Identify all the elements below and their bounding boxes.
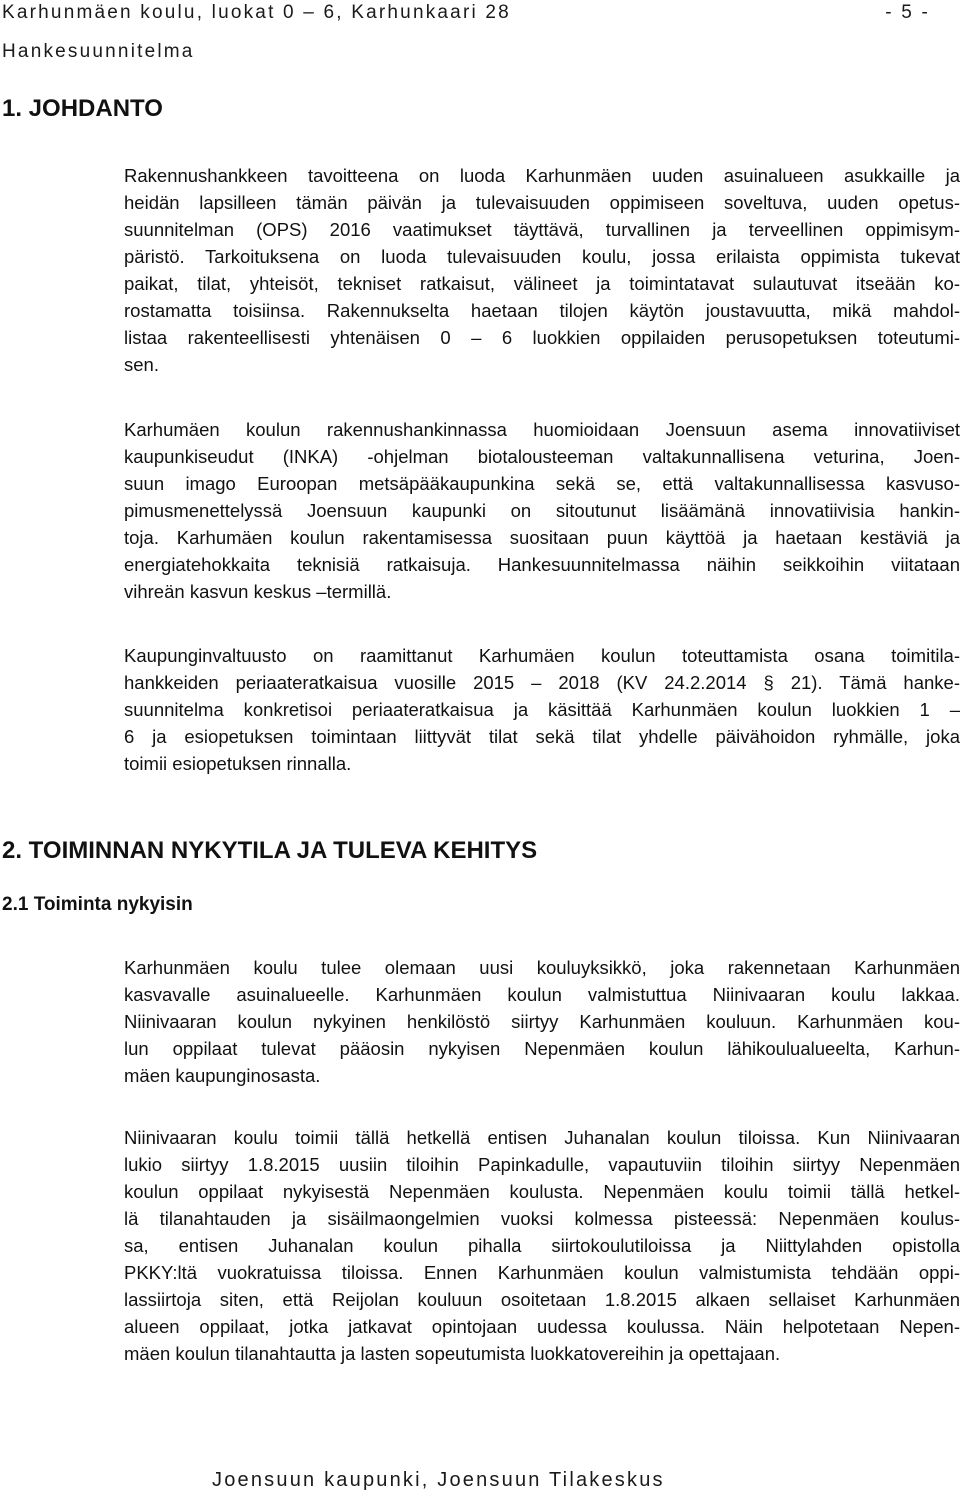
text-line: paikat, tilat, yhteisöt, tekniset ratkaisut, välineet ja toimintatavat sulautuvat itseään ko-: [124, 273, 960, 294]
text-line: lassiirtoja siten, että Reijolan kouluun osoitetaan 1.8.2015 alkaen sellaiset Karhunmäen: [124, 1289, 960, 1310]
paragraph: [124, 954, 960, 1089]
text-line: suunnitelma konkretisoi periaateratkaisua ja käsittää Karhunmäen koulun luokkien 1 –: [124, 699, 960, 720]
text-line: Karhumäen koulun rakennushankinnassa huomioidaan Joensuun asema innovatiiviset: [124, 419, 960, 440]
text-line: PKKY:ltä vuokratuissa tiloissa. Ennen Karhunmäen koulun valmistumista tehdään oppi-: [124, 1262, 960, 1283]
text-line: vihreän kasvun keskus –termillä.: [124, 581, 392, 602]
text-line: Niinivaaran koulu toimii tällä hetkellä entisen Juhanalan koulun tiloissa. Kun Niinivaaran: [124, 1127, 960, 1148]
text-line: pimusmenettelyssä Joensuun kaupunki on sitoutunut lisäämänä innovatiivisia hankin-: [124, 500, 960, 521]
paragraph: [124, 416, 960, 605]
paragraph: [124, 162, 960, 378]
text-line: energiatehokkaita teknisiä ratkaisuja. Hankesuunnitelmassa näihin seikkoihin viitataan: [124, 554, 960, 575]
text-line: Niinivaaran koulun nykyinen henkilöstö siirtyy Karhunmäen kouluun. Karhunmäen kou-: [124, 1011, 960, 1032]
paragraph: [124, 642, 960, 777]
header-document-type: Hankesuunnitelma: [2, 41, 195, 62]
text-line: heidän lapsilleen tämän päivän ja tulevaisuuden oppimiseen soveltuva, uuden opetus-: [124, 192, 960, 213]
text-line: sa, entisen Juhanalan koulun pihalla siirtokoulutiloissa ja Niittylahden opistolla: [124, 1235, 960, 1256]
text-line: suun imago Euroopan metsäpääkaupunkina sekä se, että valtakunnallisessa kasvuso-: [124, 473, 960, 494]
text-line: kaupunkiseudut (INKA) -ohjelman biotalousteeman valtakunnallisena veturina, Joen-: [124, 446, 960, 467]
header-school-title: Karhunmäen koulu, luokat 0 – 6, Karhunkaari 28: [2, 2, 511, 23]
text-line: lun oppilaat tulevat pääosin nykyisen Nepenmäen koulun lähikoulualueelta, Karhun-: [124, 1038, 960, 1059]
text-line: suunnitelman (OPS) 2016 vaatimukset täyttävä, turvallinen ja terveellinen oppimisym-: [124, 219, 960, 240]
text-line: toja. Karhumäen koulun rakentamisessa suositaan puun käyttöä ja haetaan kestäviä ja: [124, 527, 960, 548]
page-footer: Joensuun kaupunki, Joensuun Tilakeskus: [212, 1469, 665, 1491]
text-line: 6 ja esiopetuksen toimintaan liittyvät tilat sekä tilat yhdelle päivähoidon ryhmälle, joka: [124, 726, 960, 747]
text-line: Rakennushankkeen tavoitteena on luoda Karhunmäen uuden asuinalueen asukkaille ja: [124, 165, 960, 186]
text-line: rostamatta toisiinsa. Rakennukselta haetaan tilojen käytön joustavuutta, mikä mahdol-: [124, 300, 960, 321]
text-line: Kaupunginvaltuusto on raamittanut Karhumäen koulun toteuttamista osana toimitila-: [124, 645, 960, 666]
text-line: listaa rakenteellisesti yhtenäisen 0 – 6 luokkien oppilaiden perusopetuksen toteutumi-: [124, 327, 960, 348]
section-heading-introduction: 1. JOHDANTO: [2, 95, 163, 122]
text-line: päristö. Tarkoituksena on luoda tulevaisuuden koulu, jossa erilaista oppimista tukevat: [124, 246, 960, 267]
text-line: toimii esiopetuksen rinnalla.: [124, 753, 352, 774]
text-line: kasvavalle asuinalueelle. Karhunmäen koulun valmistuttua Niinivaaran koulu lakkaa.: [124, 984, 960, 1005]
text-line: alueen oppilaat, jotka jatkavat opintojaan uudessa koulussa. Näin helpotetaan Nepen-: [124, 1316, 960, 1337]
paragraph: [124, 1124, 960, 1367]
text-line: mäen kaupunginosasta.: [124, 1065, 321, 1086]
text-line: hankkeiden periaateratkaisua vuosille 2015 – 2018 (KV 24.2.2014 § 21). Tämä hanke-: [124, 672, 960, 693]
section-heading-current-state: 2. TOIMINNAN NYKYTILA JA TULEVA KEHITYS: [2, 837, 538, 864]
text-line: mäen koulun tilanahtautta ja lasten sopeutumista luokkatovereihin ja opettajaan.: [124, 1343, 781, 1364]
page-number: - 5 -: [885, 2, 930, 23]
text-line: lä tilanahtauden ja sisäilmaongelmien vuoksi kolmessa pisteessä: Nepenmäen koulus-: [124, 1208, 960, 1229]
subsection-heading: 2.1 Toiminta nykyisin: [2, 894, 193, 915]
text-line: lukio siirtyy 1.8.2015 uusiin tiloihin Papinkadulle, vapautuviin tiloihin siirtyy Nepenmäen: [124, 1154, 960, 1175]
text-line: sen.: [124, 354, 159, 375]
text-line: Karhunmäen koulu tulee olemaan uusi kouluyksikkö, joka rakennetaan Karhunmäen: [124, 957, 960, 978]
text-line: koulun oppilaat nykyisestä Nepenmäen koulusta. Nepenmäen koulu toimii tällä hetkel-: [124, 1181, 960, 1202]
